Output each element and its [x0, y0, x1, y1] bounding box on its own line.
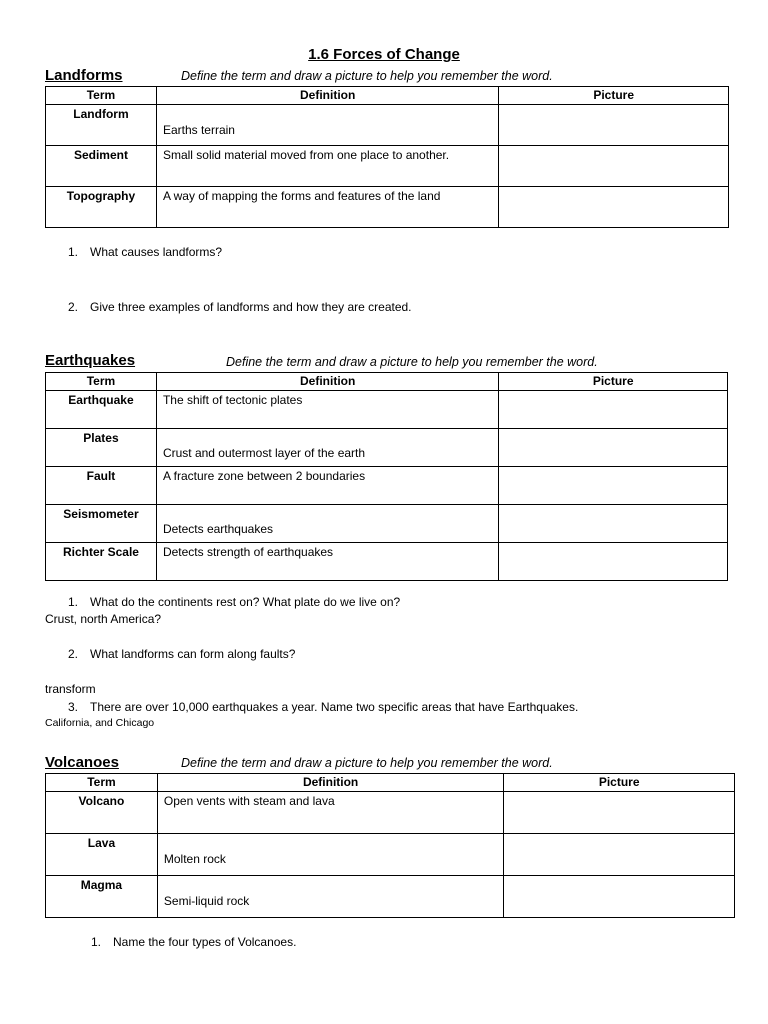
header-definition: Definition [156, 373, 498, 391]
definition-cell: The shift of tectonic plates [156, 391, 498, 429]
term-cell: Earthquake [46, 391, 157, 429]
question-text: What landforms can form along faults? [90, 647, 296, 661]
picture-cell[interactable] [499, 391, 728, 429]
table-row [46, 467, 728, 505]
question-number: 3. [68, 700, 79, 714]
table-row [46, 543, 728, 581]
term-cell: Fault [46, 467, 157, 505]
table-row [46, 391, 728, 429]
question-text: What causes landforms? [90, 245, 223, 259]
landforms-heading: Landforms [45, 67, 123, 84]
term-cell: Sediment [46, 146, 157, 187]
definition-cell: Semi-liquid rock [157, 876, 503, 918]
question-number: 2. [68, 647, 79, 661]
table-row [46, 876, 735, 918]
definition-cell: Small solid material moved from one place to another. [156, 146, 498, 187]
page-title: 1.6 Forces of Change [308, 46, 460, 63]
table-row [46, 505, 728, 543]
header-picture: Picture [504, 774, 735, 792]
definition-cell: Detects strength of earthquakes [156, 543, 498, 581]
question-number: 1. [68, 245, 79, 259]
question-text: There are over 10,000 earthquakes a year. Name two specific areas that have Earthquakes. [90, 700, 579, 714]
definition-cell: Open vents with steam and lava [157, 792, 503, 834]
table-row [46, 105, 729, 146]
header-term: Term [46, 774, 158, 792]
header-definition: Definition [156, 87, 498, 105]
picture-cell[interactable] [499, 187, 729, 228]
table-row [46, 834, 735, 876]
answer-text: transform [45, 682, 96, 696]
table-row [46, 146, 729, 187]
term-cell: Seismometer [46, 505, 157, 543]
picture-cell[interactable] [504, 876, 735, 918]
definition-cell: Detects earthquakes [156, 505, 498, 543]
term-cell: Lava [46, 834, 158, 876]
question-text: Name the four types of Volcanoes. [113, 935, 297, 949]
picture-cell[interactable] [499, 105, 729, 146]
definition-cell: Molten rock [157, 834, 503, 876]
earthquakes-heading: Earthquakes [45, 352, 136, 369]
table-header-row [46, 373, 728, 391]
header-definition: Definition [157, 774, 503, 792]
picture-cell[interactable] [499, 467, 728, 505]
volcanoes-heading: Volcanoes [45, 754, 119, 771]
answer-text: Crust, north America? [45, 612, 162, 626]
picture-cell[interactable] [504, 834, 735, 876]
term-cell: Volcano [46, 792, 158, 834]
header-picture: Picture [499, 373, 728, 391]
term-cell: Topography [46, 187, 157, 228]
answer-text: California, and Chicago [45, 717, 155, 729]
picture-cell[interactable] [499, 505, 728, 543]
volcanoes-instruction: Define the term and draw a picture to help you remember the word. [181, 756, 553, 770]
question-number: 1. [68, 595, 79, 609]
picture-cell[interactable] [499, 543, 728, 581]
earthquakes-table [45, 372, 728, 581]
term-cell: Richter Scale [46, 543, 157, 581]
term-cell: Landform [46, 105, 157, 146]
term-cell: Plates [46, 429, 157, 467]
question-text: What do the continents rest on? What plate do we live on? [90, 595, 401, 609]
definition-cell: Crust and outermost layer of the earth [156, 429, 498, 467]
volcanoes-table [45, 773, 735, 918]
header-picture: Picture [499, 87, 729, 105]
definition-cell: Earths terrain [156, 105, 498, 146]
header-term: Term [46, 87, 157, 105]
table-header-row [46, 87, 729, 105]
definition-cell: A way of mapping the forms and features of the land [156, 187, 498, 228]
earthquakes-instruction: Define the term and draw a picture to help you remember the word. [226, 355, 598, 369]
table-row [46, 792, 735, 834]
header-term: Term [46, 373, 157, 391]
definition-cell: A fracture zone between 2 boundaries [156, 467, 498, 505]
question-number: 1. [91, 935, 102, 949]
table-row [46, 429, 728, 467]
table-header-row [46, 774, 735, 792]
picture-cell[interactable] [504, 792, 735, 834]
question-text: Give three examples of landforms and how they are created. [90, 300, 412, 314]
question-number: 2. [68, 300, 79, 314]
picture-cell[interactable] [499, 429, 728, 467]
table-row [46, 187, 729, 228]
term-cell: Magma [46, 876, 158, 918]
picture-cell[interactable] [499, 146, 729, 187]
landforms-instruction: Define the term and draw a picture to help you remember the word. [181, 69, 553, 83]
landforms-table [45, 86, 729, 228]
